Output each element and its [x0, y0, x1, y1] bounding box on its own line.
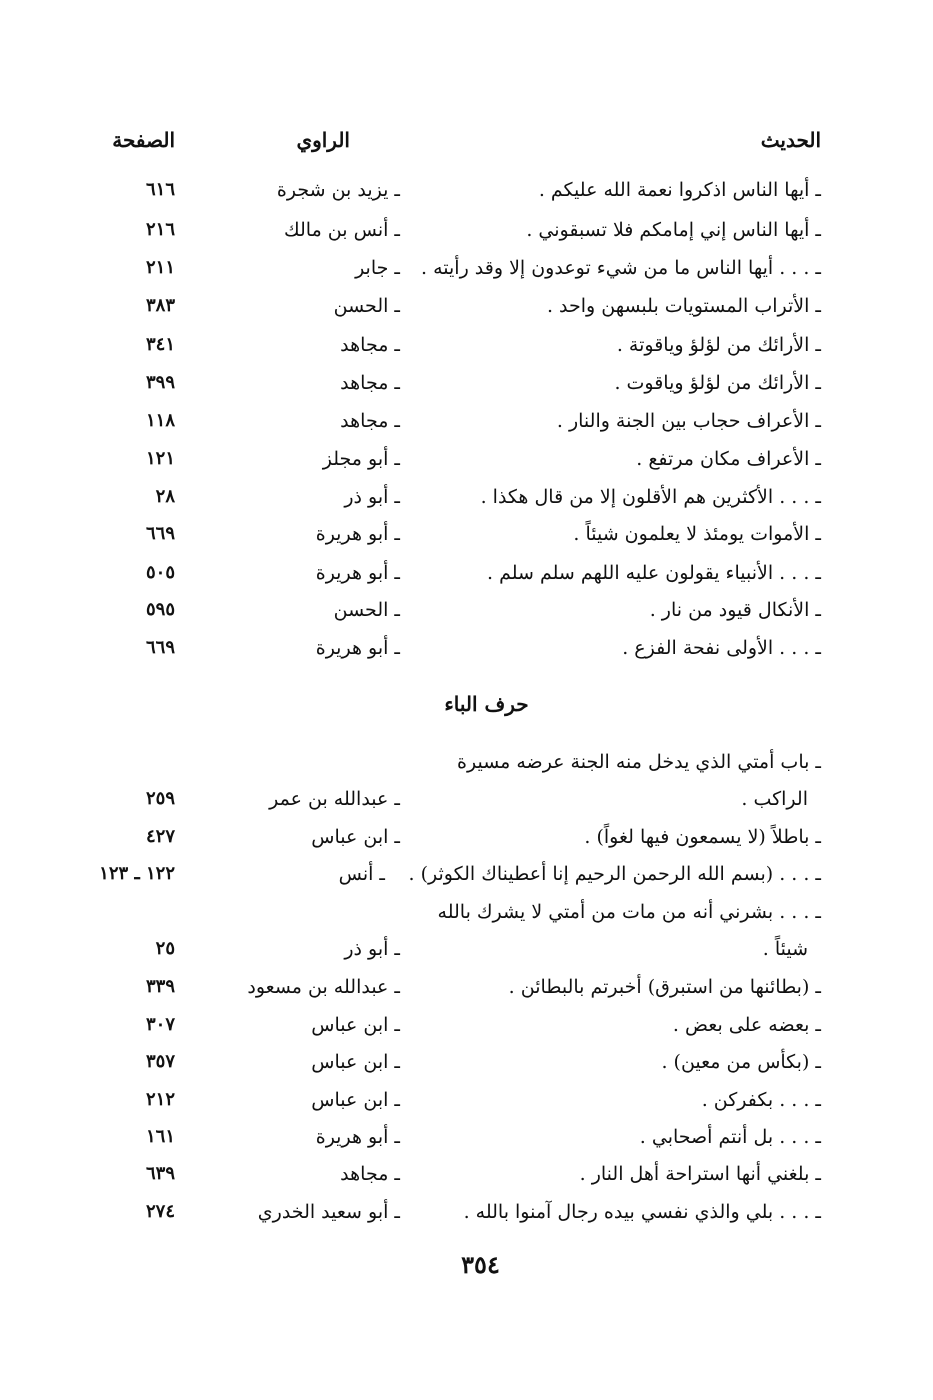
page-ref: ٥٩٥ — [145, 599, 175, 620]
hadith-text: ـ أيها الناس اذكروا نعمة الله عليكم . — [538, 179, 821, 201]
page-ref: ٣٤١ — [145, 334, 175, 355]
narrator-name: ـ أبو هريرة — [315, 523, 400, 545]
hadith-text: ـ (بكأس من معين) . — [661, 1051, 821, 1073]
hadith-text: ـ الأتراب المستويات بلبسهن واحد . — [546, 295, 821, 317]
narrator-name: ـ الحسن — [333, 599, 400, 621]
narrator-name: ـ مجاهد — [340, 334, 400, 356]
narrator-name: ـ أنس — [338, 863, 385, 885]
narrator-name: ـ مجاهد — [340, 410, 400, 432]
hadith-text: ـ . . . الأكثرين هم الأقلون إلا من قال هكذا . — [480, 486, 821, 508]
page-ref: ٢٥٩ — [145, 788, 175, 809]
page-number: ٣٥٤ — [461, 1250, 500, 1279]
hadith-text: ـ باب أمتي الذي يدخل منه الجنة عرضه مسيرة — [457, 751, 821, 773]
hadith-text: ـ الأعراف حجاب بين الجنة والنار . — [556, 410, 821, 432]
header-hadith: الحديث — [760, 128, 821, 152]
hadith-text: ـ . . . (بسم الله الرحمن الرحيم إنا أعطيناك الكوثر) . — [408, 863, 821, 885]
hadith-text-continued: شيئاً . — [762, 938, 808, 960]
hadith-text: ـ الأعراف مكان مرتفع . — [636, 448, 821, 470]
page-ref: ١٦١ — [145, 1126, 175, 1147]
narrator-name: ـ أبو سعيد الخدري — [257, 1201, 400, 1223]
narrator-name: ـ ابن عباس — [311, 826, 400, 848]
narrator-name: ـ أبو ذر — [344, 938, 400, 960]
hadith-text: ـ الأموات يومئذ لا يعلمون شيئاً . — [573, 523, 821, 545]
page-ref: ١١٨ — [145, 410, 175, 431]
hadith-text: ـ أيها الناس إني إمامكم فلا تسبقوني . — [526, 219, 821, 241]
page-ref: ٤٢٧ — [145, 826, 175, 847]
page-ref: ٢١٦ — [145, 219, 175, 240]
narrator-name: ـ أبو هريرة — [315, 1126, 400, 1148]
narrator-name: ـ يزيد بن شجرة — [276, 179, 400, 201]
hadith-text: ـ . . . الأنبياء يقولون عليه اللهم سلم سلم . — [486, 562, 821, 584]
page-ref: ٦١٦ — [145, 179, 175, 200]
page-ref: ٢١٢ — [145, 1089, 175, 1110]
page-ref: ٢٨ — [155, 486, 175, 507]
narrator-name: ـ مجاهد — [340, 1163, 400, 1185]
narrator-name: ـ أبو ذر — [344, 486, 400, 508]
narrator-name: ـ مجاهد — [340, 372, 400, 394]
header-narrator: الراوي — [296, 128, 350, 152]
page-ref: ١٢١ — [145, 448, 175, 469]
page-ref: ٦٣٩ — [145, 1163, 175, 1184]
hadith-text: ـ بعضه على بعض . — [672, 1014, 821, 1036]
narrator-name: ـ أنس بن مالك — [284, 219, 400, 241]
hadith-text: ـ . . . بكفركن . — [701, 1089, 821, 1111]
page-ref: ٦٦٩ — [145, 637, 175, 658]
page-ref: ٣٩٩ — [145, 372, 175, 393]
page-ref: ٢١١ — [145, 257, 175, 278]
page-ref: ٣٣٩ — [145, 976, 175, 997]
narrator-name: ـ ابن عباس — [311, 1014, 400, 1036]
narrator-name: ـ الحسن — [333, 295, 400, 317]
hadith-text: ـ . . . بل أنتم أصحابي . — [639, 1126, 821, 1148]
hadith-text-continued: الراكب . — [741, 788, 808, 810]
page-ref: ٣٨٣ — [145, 295, 175, 316]
hadith-text: ـ . . . بلي والذي نفسي بيده رجال آمنوا بالله . — [463, 1201, 821, 1223]
hadith-text: ـ . . . الأولى نفحة الفزع . — [622, 637, 821, 659]
hadith-text: ـ الأنكال قيود من نار . — [649, 599, 821, 621]
page-ref: ١٢٢ ـ ١٢٣ — [99, 863, 175, 884]
narrator-name: ـ ابن عباس — [311, 1089, 400, 1111]
narrator-name: ـ أبو مجلز — [322, 448, 400, 470]
hadith-text: ـ . . . أيها الناس ما من شيء توعدون إلا وقد رأيته . — [421, 257, 821, 279]
header-page: الصفحة — [112, 128, 175, 152]
narrator-name: ـ أبو هريرة — [315, 637, 400, 659]
hadith-text: ـ الأرائك من لؤلؤ وياقوتة . — [616, 334, 821, 356]
page-ref: ٣٥٧ — [145, 1051, 175, 1072]
narrator-name: ـ ابن عباس — [311, 1051, 400, 1073]
page-ref: ٢٧٤ — [145, 1201, 175, 1222]
hadith-text: ـ الأرائك من لؤلؤ وياقوت . — [614, 372, 821, 394]
narrator-name: ـ عبدالله بن عمر — [269, 788, 400, 810]
page-ref: ٣٠٧ — [145, 1014, 175, 1035]
narrator-name: ـ عبدالله بن مسعود — [247, 976, 400, 998]
narrator-name: ـ جابر — [355, 257, 400, 279]
narrator-name: ـ أبو هريرة — [315, 562, 400, 584]
page-ref: ٦٦٩ — [145, 523, 175, 544]
hadith-text: ـ بلغني أنها استراحة أهل النار . — [579, 1163, 821, 1185]
hadith-text: ـ باطلاً (لا يسمعون فيها لغواً) . — [584, 826, 821, 848]
page-ref: ٥٠٥ — [145, 562, 175, 583]
section-title-baa: حرف الباء — [444, 692, 529, 716]
page-ref: ٢٥ — [155, 938, 175, 959]
hadith-text: ـ . . . بشرني أنه من مات من أمتي لا يشرك بالله — [437, 901, 821, 923]
hadith-text: ـ (بطائنها من استبرق) أخبرتم بالبطائن . — [508, 976, 821, 998]
